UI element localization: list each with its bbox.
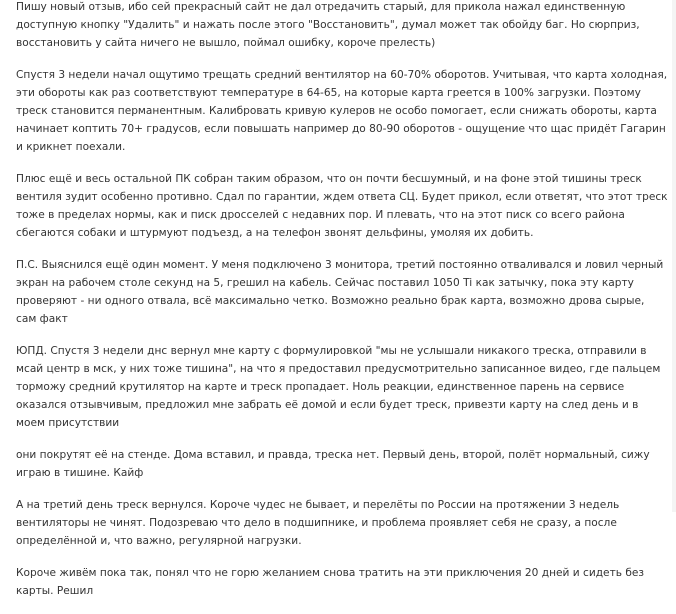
- review-text: [16, 0, 668, 614]
- review-paragraph-5: ЮПД. Спустя 3 недели днс вернул мне карту с формулировкой "мы не услышали никакого треска, отправили в мсай центр в мск, у них тоже тишина", на что я предоставил предусмотрительно записанное видео, где пальцем торможу средний крутилятор на карте и треск пропадает. Ноль реакции, единственное парень на сервисе оказался отзывчивым, предложил мне забрать её домой и если будет треск, привезти карту на след день и в моем присутствии: [16, 345, 661, 429]
- page-edge: [672, 0, 676, 512]
- review-paragraph-7: А на третий день треск вернулся. Короче чудес не бывает, и перелёты по России на протяжении 3 недель вентиляторы не чинят. Подозреваю что дело в подшипнике, и проблема проявляет себя не сразу, а после определённой и, что важно, регулярной нагрузки.: [16, 499, 620, 547]
- review-paragraph-2: Спустя 3 недели начал ощутимо трещать средний вентилятор на 60-70% оборотов. Учитывая, что карта холодная, эти обороты как раз соответствуют температуре в 64-65, на которые карта греется в 100% загрузки. Поэтому треск становится перманентным. Калибровать кривую кулеров не особо помогает, если снижать обороты, карта начинает коптить 70+ градусов, если повышать например до 80-90 оборотов - ощущение что щас придёт Гагарин и крикнет поехали.: [16, 69, 668, 153]
- review-paragraph-3: Плюс ещё и весь остальной ПК собран таким образом, что он почти бесшумный, и на фоне этой тишины треск вентиля зудит особенно противно. Сдал по гарантии, ждем ответа СЦ. Будет прикол, если ответят, что этот треск тоже в пределах нормы, как и писк дросселей с недавних пор. И плевать, что на этот писк со всего района сбегаются собаки и штурмуют подъезд, а на телефон звонят дельфины, умоляя их добить.: [16, 173, 668, 239]
- review-paragraph-1: Пишу новый отзыв, ибо сей прекрасный сайт не дал отредачить старый, для прикола нажал единственную доступную кнопку "Удалить" и нажать после этого "Восстановить", думал может так обойду баг. Но сюрприз, восстановить у сайта ничего не вышло, поймал ошибку, короче прелесть): [16, 1, 640, 49]
- review-paragraph-8: Короче живём пока так, понял что не горю желанием снова тратить на эти приключения 20 дней и сидеть без карты. Решил: [16, 567, 645, 597]
- review-paragraph-6: они покрутят её на стенде. Дома вставил, и правда, треска нет. Первый день, второй, полёт нормальный, сижу играю в тишине. Кайф: [16, 449, 650, 479]
- review-paragraph-4: П.С. Выяснился ещё один момент. У меня подключено 3 монитора, третий постоянно отваливался и ловил черный экран на рабочем столе секунд на 5, грешил на кабель. Сейчас поставил 1050 Ti как затычку, пока эту карту проверяют - ни одного отвала, всё максимально четко. Возможно реально брак карта, возможно дрова сырые, сам факт: [16, 259, 664, 325]
